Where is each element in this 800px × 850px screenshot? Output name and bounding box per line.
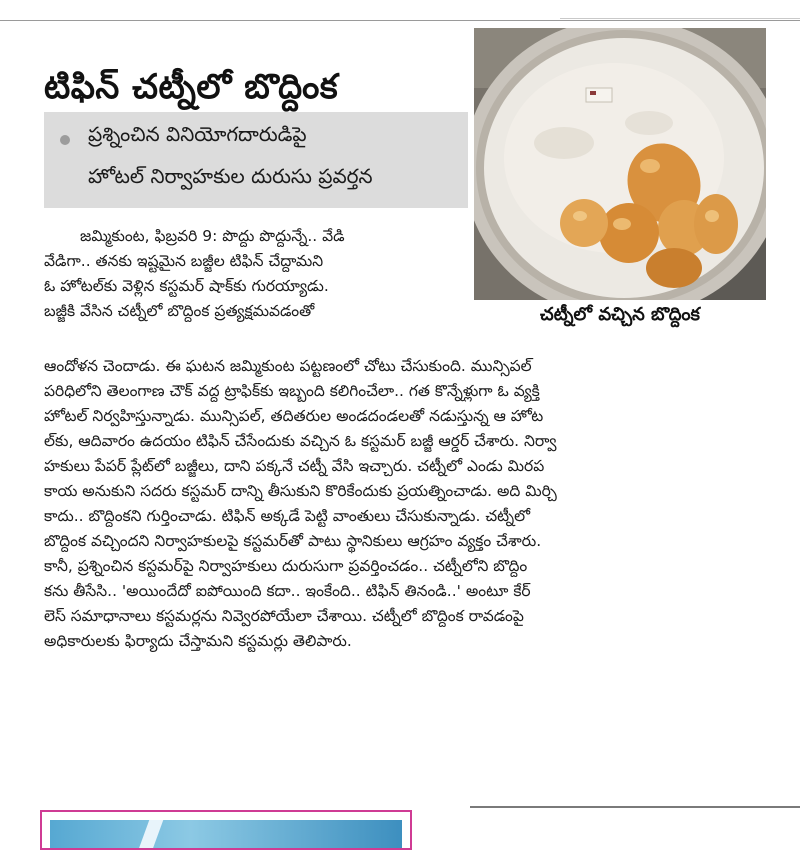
body-line: కాదు.. బొద్దింకని గుర్తించాడు. టిఫిన్‌ అక్కడే పెట్టి వాంతులు చేసుకున్నాడు. చట్నీలో [44,507,531,525]
body-line: బొద్దింక వచ్చిందని నిర్వాహకులపై కస్టమర్‌తో పాటు స్థానికులు ఆగ్రహం వ్యక్తం చేశారు. [44,532,542,550]
body-line: పరిధిలోని తెలంగాణ చౌక్‌ వద్ద ట్రాఫిక్‌కు ఇబ్బంది కలిగించేలా.. గత కొన్నేళ్లుగా ఓ వ్యక్తి [44,382,540,400]
body-line: జమ్మికుంట, ఫిబ్రవరి 9: పొద్దు పొద్దున్నే.. వేడి [80,227,345,245]
body-line: హకులు పేపర్‌ ప్లేట్‌లో బజ్జీలు, దాని పక్కనే చట్నీ వేసి ఇచ్చారు. చట్నీలో ఎండు మిరప [44,457,545,475]
body-line: ఓ హోటల్‌కు వెళ్లిన కస్టమర్‌ షాక్‌కు గురయ్యాడు. [44,277,329,295]
body-line: వేడిగా.. తనకు ఇష్టమైన బజ్జీల టిఫిన్‌ చేద్దామని [44,252,324,270]
next-article-headline [470,816,800,846]
bullet-dot-icon [60,135,70,145]
advertisement-image [50,820,402,850]
previous-article-edge [0,0,800,21]
advertisement-box [40,810,412,850]
body-line: కానీ, ప్రశ్నించిన కస్టమర్‌పై నిర్వాహకులు దురుసుగా ప్రవర్తించడం.. చట్నీలోని బొద్దిం [44,557,528,575]
body-line: లెస్‌ సమాధానాలు కస్టమర్లను నివ్వెరపోయేలా చేశాయి. చట్నీలో బొద్దింక రావడంపై [44,607,524,625]
article-body-narrow [44,224,484,324]
body-line: హోటల్‌ నిర్వహిస్తున్నాడు. మున్సిపల్‌, తదితరుల అండదండలతో నడుస్తున్న ఆ హోట [44,407,544,425]
deck-line: హోటల్‌ నిర్వాహకుల దురుసు ప్రవర్తన [88,164,373,188]
article-headline: టిఫిన్‌ చట్నీలో బొద్దింక [44,66,339,107]
chutney-plate-illustration [474,28,766,300]
body-line: కను తీసేసి.. 'అయిందేదో ఐపోయింది కదా.. ఇంకేంది.. టిఫిన్‌ తినండి..' అంటూ కేర్‌ [44,582,531,600]
body-line: బజ్జీకి వేసిన చట్నీలో బొద్దింక ప్రత్యక్షమవడంతో [44,302,315,320]
column-divider [560,18,800,19]
body-line: ఆందోళన చెందాడు. ఈ ఘటన జమ్మికుంట పట్టణంలో చోటు చేసుకుంది. మున్సిపల్‌ [44,357,532,375]
article-deck [44,112,468,208]
deck-line: ప్రశ్నించిన వినియోగదారుడిపై [88,122,307,146]
article-photo [474,28,766,300]
body-line: కాయ అనుకుని సదరు కస్టమర్‌ దాన్ని తీసుకుని కొరికేందుకు ప్రయత్నించాడు. అది మిర్చి [44,482,557,500]
body-line: ల్‌కు, ఆదివారం ఉదయం టిఫిన్‌ చేసేందుకు వచ్చిన ఓ కస్టమర్‌ బజ్జీ ఆర్డర్‌ చేశారు. నిర్వా [44,432,557,450]
article-body-wide [44,354,774,654]
photo-caption: చట్నీలో వచ్చిన బొద్దింక [540,304,700,325]
body-line: అధికారులకు ఫిర్యాదు చేస్తామని కస్టమర్లు తెలిపారు. [44,632,352,650]
next-article-divider [470,806,800,808]
